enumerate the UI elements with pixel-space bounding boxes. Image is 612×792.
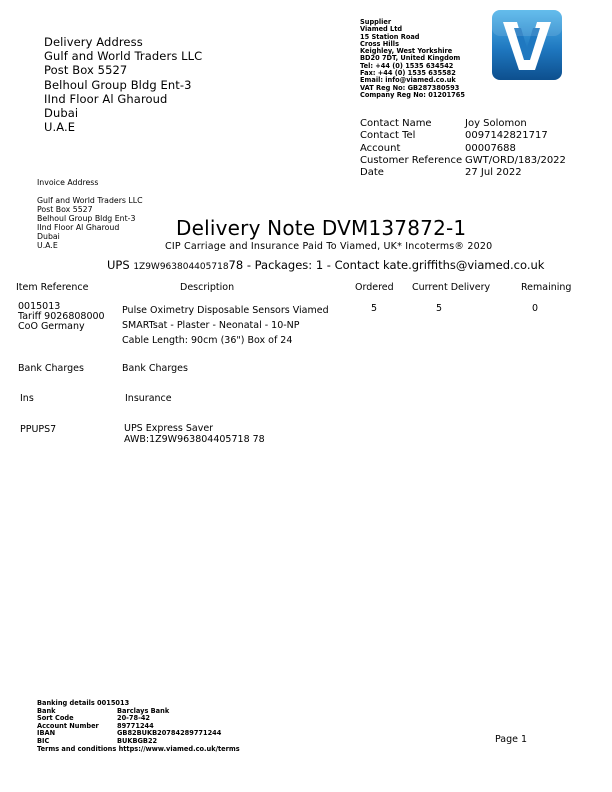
viamed-logo — [491, 9, 563, 81]
description-line: Cable Length: 90cm (36") Box of 24 — [122, 335, 293, 346]
sort-code-label: Sort Code — [37, 714, 74, 723]
delivery-address-line: U.A.E — [44, 120, 76, 135]
delivery-address-line: Dubai — [44, 106, 79, 121]
description-line: Pulse Oximetry Disposable Sensors Viamed — [122, 305, 329, 316]
invoice-address-label: Invoice Address — [37, 178, 99, 187]
bic-label: BIC — [37, 736, 50, 745]
account-value: 00007688 — [465, 142, 516, 154]
supplier-line: Cross Hills — [360, 39, 399, 48]
shipping-description — [124, 423, 265, 445]
account-number-label: Account Number — [37, 721, 99, 730]
header-description: Description — [180, 282, 235, 293]
bank-value: Barclays Bank — [117, 706, 170, 715]
invoice-address-line: Gulf and World Traders LLC — [37, 196, 143, 205]
supplier-line: Viamed Ltd — [360, 25, 403, 34]
contact-row-name — [360, 118, 590, 130]
banking-details — [37, 700, 297, 753]
invoice-address — [37, 196, 143, 251]
table-row-item — [18, 302, 105, 332]
supplier-company-reg: Company Reg No: 01201765 — [360, 90, 465, 99]
delivery-address-line: Belhoul Group Bldg Ent-3 — [44, 77, 192, 92]
incoterms-line: CIP Carriage and Insurance Paid To Viamed, UK* Incoterms® 2020 — [165, 241, 493, 252]
contact-details — [360, 118, 590, 179]
ordered-value: 5 — [371, 303, 378, 314]
customer-reference-value: GWT/ORD/183/2022 — [465, 154, 566, 166]
invoice-address-line: IInd Floor Al Gharoud — [37, 223, 120, 233]
header-current-delivery: Current Delivery — [412, 282, 491, 293]
date-label: Date — [360, 167, 384, 179]
bank-label: Bank — [37, 706, 56, 715]
bic-value: BUKBGB22 — [117, 736, 158, 745]
supplier-fax: Fax: +44 (0) 1535 635582 — [360, 69, 456, 78]
supplier-line: BD20 7DT, United Kingdom — [360, 54, 461, 63]
ups-packages-contact: 78 - Packages: 1 - Contact kate.griffiths@viamed.co.uk — [228, 258, 545, 272]
sort-code-value: 20-78-42 — [117, 714, 151, 723]
supplier-tel: Tel: +44 (0) 1535 634542 — [360, 61, 454, 70]
shipping-awb: AWB:1Z9W963804405718 78 — [124, 434, 265, 445]
item-tariff: Tariff 9026808000 — [18, 311, 105, 322]
invoice-address-line: Belhoul Group Bldg Ent-3 — [37, 214, 136, 224]
table-row-description — [122, 303, 329, 348]
bank-charges-description: Bank Charges — [122, 363, 188, 374]
contact-name-value: Joy Solomon — [465, 118, 527, 129]
supplier-line: 15 Station Road — [360, 32, 420, 41]
header-ordered: Ordered — [355, 282, 394, 293]
contact-row-customer-reference — [360, 155, 590, 167]
delivery-address-heading: Delivery Address — [44, 35, 143, 49]
contact-name-label: Contact Name — [360, 118, 432, 129]
date-value: 27 Jul 2022 — [465, 167, 522, 179]
ups-prefix: UPS — [107, 258, 134, 272]
insurance-item: Ins — [20, 393, 34, 404]
contact-tel-label: Contact Tel — [360, 130, 416, 142]
delivery-address-line: Post Box 5527 — [44, 63, 128, 78]
viamed-logo-icon — [491, 9, 563, 81]
ups-shipment-line — [107, 258, 544, 272]
delivery-address — [44, 35, 202, 134]
contact-tel-value: 0097142821717 — [465, 130, 548, 142]
shipping-item: PPUPS7 — [20, 424, 57, 435]
delivery-address-line: Gulf and World Traders LLC — [44, 49, 203, 64]
banking-row — [37, 738, 297, 746]
invoice-address-line: Dubai — [37, 232, 60, 242]
banking-row — [37, 730, 297, 738]
page-number: Page 1 — [495, 734, 528, 745]
bank-charges-item: Bank Charges — [18, 363, 84, 374]
customer-reference-label: Customer Reference — [360, 154, 463, 166]
account-label: Account — [360, 142, 401, 154]
supplier-heading: Supplier — [360, 18, 392, 26]
document-title: Delivery Note DVM137872-1 — [176, 216, 467, 240]
account-number-value: 89771244 — [117, 721, 154, 730]
insurance-description: Insurance — [125, 393, 172, 404]
banking-header: Banking details 0015013 — [37, 699, 130, 707]
ups-awb-number: 1Z9W963804405718 — [133, 262, 229, 272]
description-line: SMARTsat - Plaster - Neonatal - 10-NP — [122, 320, 300, 331]
delivery-address-line: IInd Floor Al Gharoud — [44, 91, 168, 106]
contact-row-account — [360, 143, 590, 155]
iban-label: IBAN — [37, 729, 56, 738]
supplier-email: Email: info@viamed.co.uk — [360, 76, 456, 85]
supplier-vat: VAT Reg No: GB287380593 — [360, 83, 460, 92]
shipping-service: UPS Express Saver — [124, 423, 214, 434]
item-code: 0015013 — [18, 301, 61, 312]
invoice-address-line: U.A.E — [37, 241, 58, 251]
remaining-value: 0 — [532, 303, 539, 314]
iban-value: GB82BUKB20784289771244 — [117, 729, 222, 738]
item-country-of-origin: CoO Germany — [18, 321, 85, 332]
invoice-address-line: Post Box 5527 — [37, 205, 93, 215]
supplier-block — [360, 19, 465, 99]
banking-row — [37, 708, 297, 716]
current-delivery-value: 5 — [436, 303, 443, 314]
terms-link[interactable]: Terms and conditions https://www.viamed.co.uk/terms — [37, 744, 240, 753]
header-item-reference: Item Reference — [16, 282, 89, 293]
supplier-line: Keighley, West Yorkshire — [360, 47, 453, 56]
header-remaining: Remaining — [521, 282, 572, 293]
contact-row-tel — [360, 130, 590, 142]
contact-row-date — [360, 167, 590, 179]
